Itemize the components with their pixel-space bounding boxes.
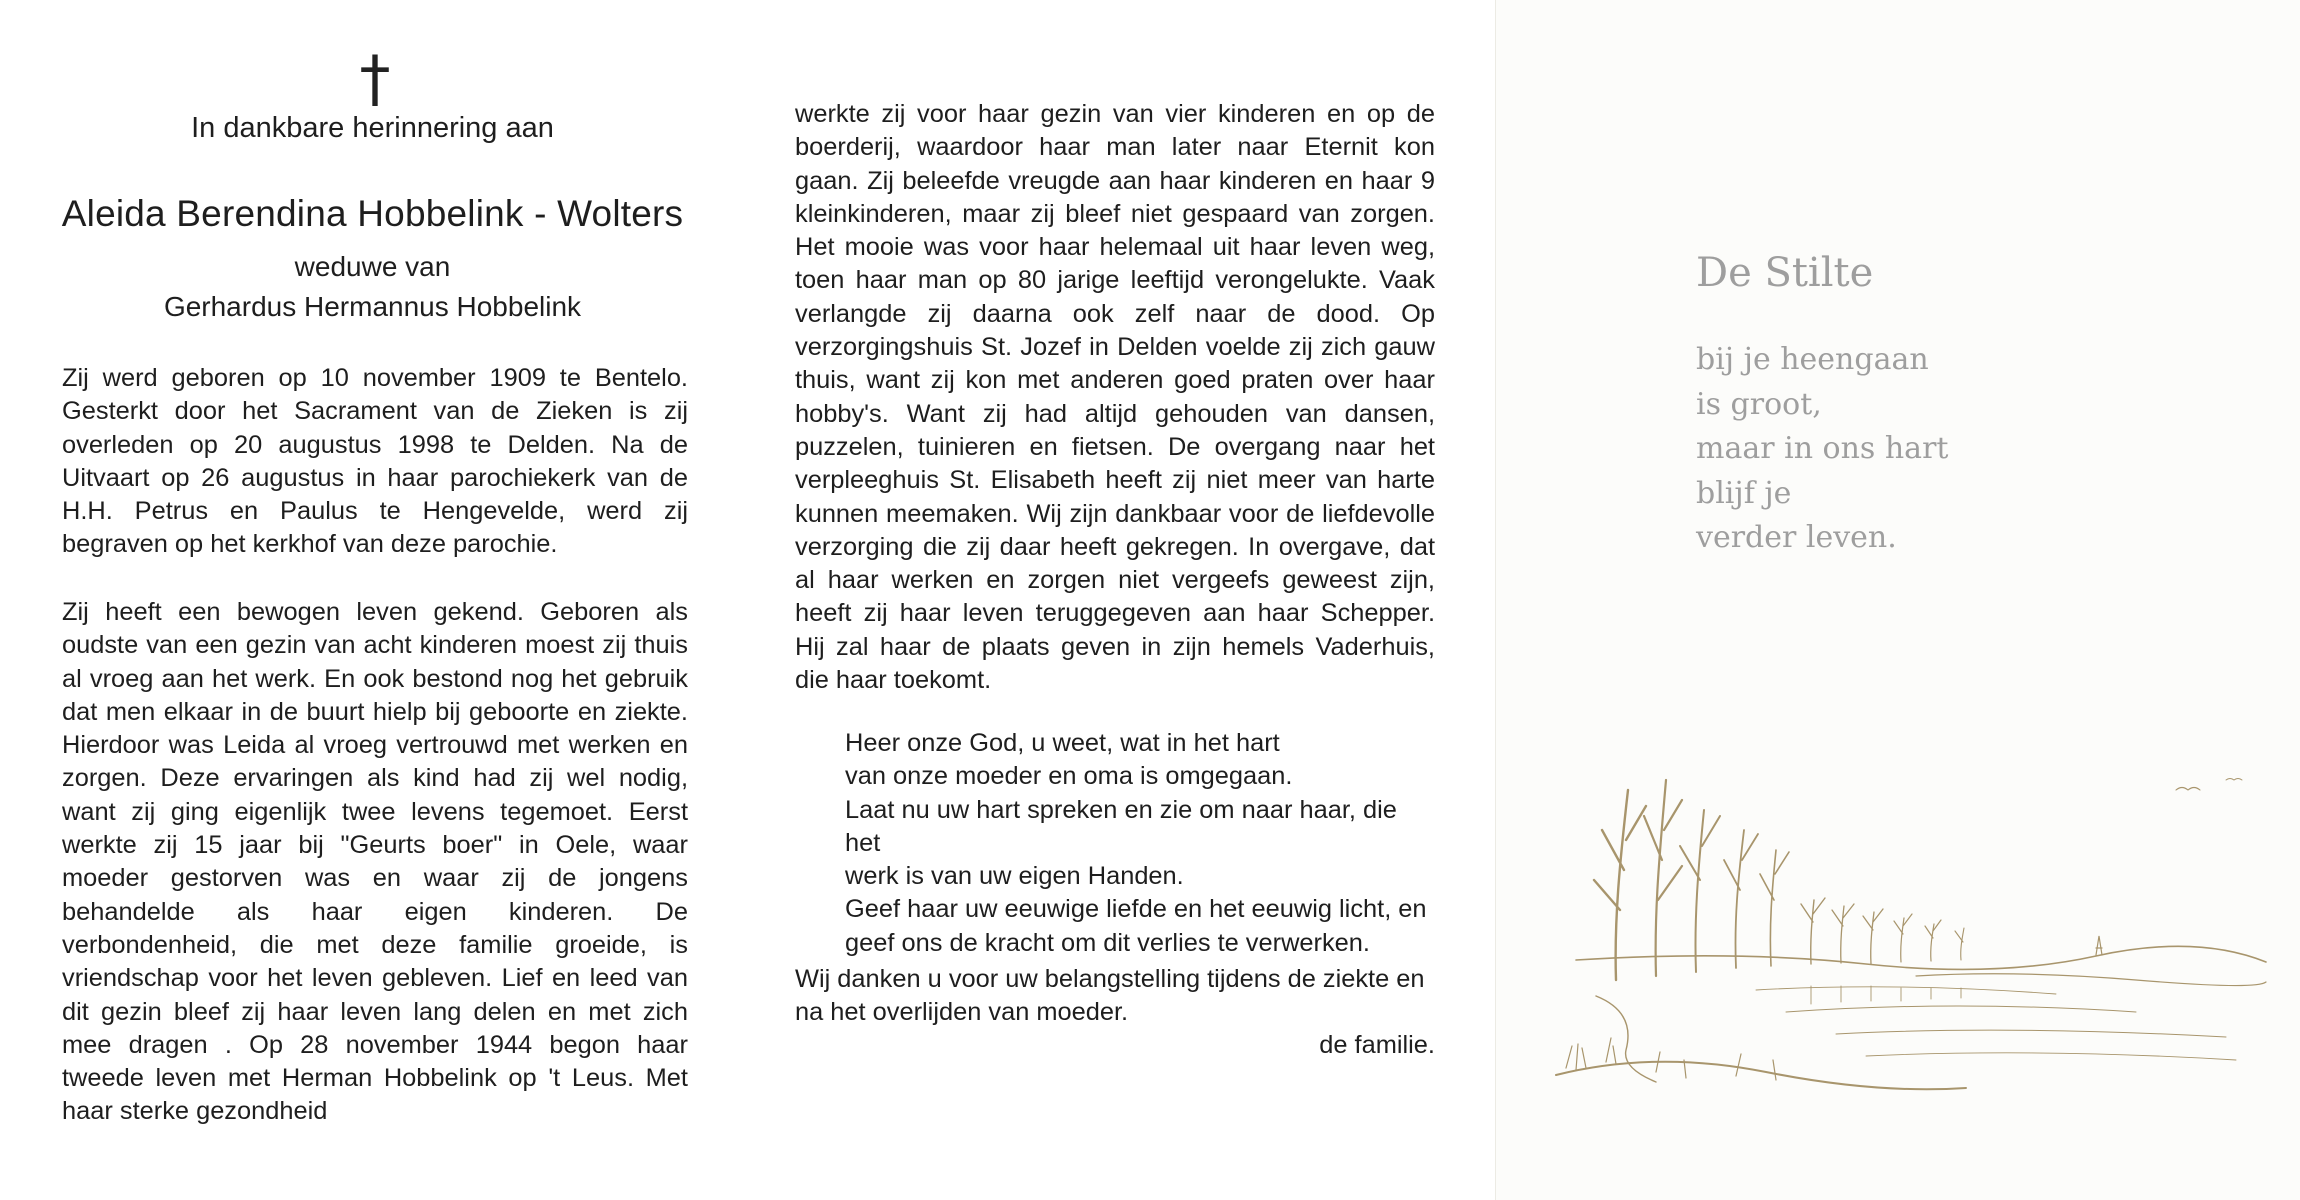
signoff: de familie.: [1319, 1031, 1435, 1059]
poem: [1696, 338, 1948, 561]
middle-page: [735, 0, 1495, 1200]
landscape-drawing: [1556, 779, 2266, 1090]
prayer-line: werk is van uw eigen Handen.: [845, 862, 1184, 891]
biography-paragraph-2: [62, 596, 688, 1129]
biography-paragraph-3: [795, 98, 1435, 697]
poem-line: blijf je: [1696, 475, 1792, 511]
intro-line: In dankbare herinnering aan: [191, 112, 554, 144]
paragraph-text: werkte zij voor haar gezin van vier kinderen en op de boerderij, waardoor haar man later naar Eternit kon gaan. Zij beleefde vreugde aan haar kinderen en haar 9 kleinkinderen, maar zij bleef niet gespaard van zorgen. Het mooie was voor haar helemaal uit haar leven weg, toen haar man op 80 jarige leeftijd verongelukte. Vaak verlangde zij daarna ook zelf naar de dood. Op verzorgingshuis St. Jozef in Delden voelde zij zich gauw thuis, want zij kon met anderen goed praten over haar hobby's. Want zij had altijd gehouden van dansen, puzzelen, tuinieren en fietsen. De overgang naar het verpleeghuis St. Elisabeth heeft zij niet meer van harte kunnen meemaken. Wij zijn dankbaar voor de liefdevolle verzorging die zij daar heeft gekregen. In overgave, dat al haar werken en zorgen niet vergeefs geweest zijn, heeft zij haar leven teruggegeven aan haar Schepper. Hij zal haar de plaats geven in zijn hemels Vaderhuis, die haar toekomt.: [795, 100, 1435, 695]
prayer: [845, 727, 1435, 960]
poem-line: is groot,: [1696, 386, 1822, 422]
poem-line: maar in ons hart: [1696, 431, 1949, 466]
husband-name: Gerhardus Hermannus Hobbelink: [163, 291, 582, 322]
right-page: [1495, 0, 2300, 1200]
prayer-line: Geef haar uw eeuwige liefde en het eeuwig licht, en: [845, 895, 1427, 924]
widow-of-label: weduwe van: [294, 251, 451, 282]
deceased-name: Aleida Berendina Hobbelink - Wolters: [61, 193, 684, 234]
biography-paragraph-1: [62, 362, 688, 562]
prayer-line: van onze moeder en oma is omgegaan.: [845, 762, 1293, 791]
paragraph-text: Zij werd geboren op 10 november 1909 te Bentelo. Gesterkt door het Sacrament van de Zieken is zij overleden op 20 augustus 1998 te Delden. Na de Uitvaart op 26 augustus in haar parochiekerk van de H.H. Petrus en Paulus te Hengevelde, werd zij begraven op het kerkhof van deze parochie.: [62, 364, 688, 559]
left-page: [0, 0, 735, 1200]
poem-title: De Stilte: [1696, 250, 1874, 296]
cross-icon: †: [359, 42, 391, 115]
poem-line: bij je heengaan: [1696, 342, 1929, 377]
prayer-line: Laat nu uw hart spreken en zie om naar haar, die het: [845, 795, 1397, 857]
landscape-illustration: [1536, 750, 2276, 1100]
prayer-line: Heer onze God, u weet, wat in het hart: [845, 729, 1280, 757]
paragraph-text: Zij heeft een bewogen leven gekend. Geboren als oudste van een gezin van acht kinderen moest zij thuis al vroeg aan het werk. En ook bestond nog het gebruik dat men elkaar in de buurt hielp bij geboorte en ziekte. Hierdoor was Leida al vroeg vertrouwd met werken en zorgen. Deze ervaringen als kind had zij wel nodig, want zij ging eigenlijk twee levens tegemoet. Eerst werkte zij 15 jaar bij "Geurts boer" in Oele, waar moeder gestorven was en waar zij de jongens behandelde als haar eigen kinderen. De verbondenheid, die met deze familie groeide, is vriendschap voor het leven gebleven. Lief en leed van dit gezin bleef zij haar leven lang delen en met zich mee dragen . Op 28 november 1944 begon haar tweede leven met Herman Hobbelink op 't Leus. Met haar sterke gezondheid: [62, 598, 688, 1126]
prayer-line: geef ons de kracht om dit verlies te verwerken.: [845, 928, 1370, 957]
thanks-paragraph: Wij danken u voor uw belangstelling tijdens de ziekte en na het overlijden van moeder.: [795, 965, 1425, 1027]
poem-line: verder leven.: [1696, 520, 1897, 555]
